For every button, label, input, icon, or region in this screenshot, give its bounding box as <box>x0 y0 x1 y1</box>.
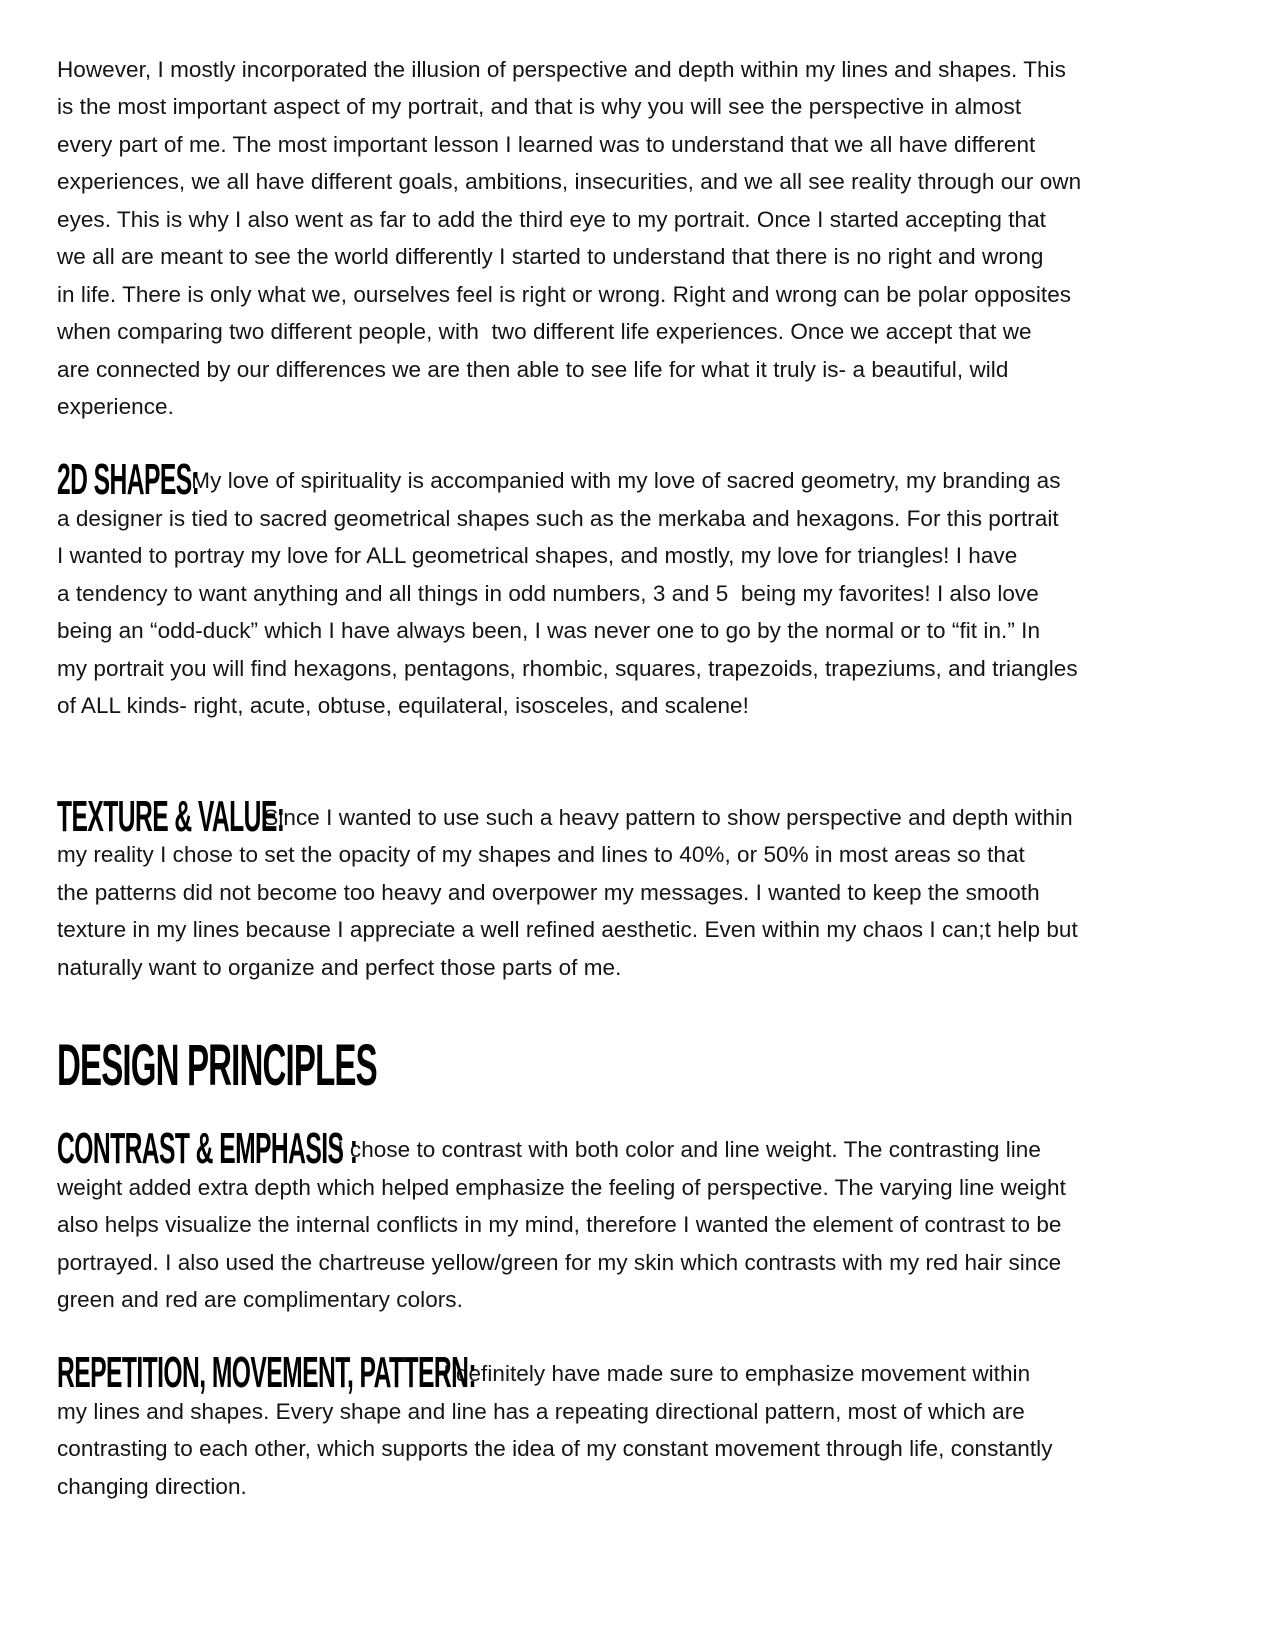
paragraph-line: texture in my lines because I appreciate a well refined aesthetic. Even within my chaos I can;t help but <box>57 917 1078 942</box>
design-principles-title: DESIGN PRINCIPLES <box>57 1033 377 1098</box>
section-first-line-text: Since I wanted to use such a heavy pattern to show perspective and depth within <box>257 805 1073 830</box>
section-heading: 2D SHAPES: <box>57 455 200 504</box>
section-heading-wrap <box>57 1348 476 1397</box>
paragraph-line: also helps visualize the internal conflicts in my mind, therefore I wanted the element of contrast to be <box>57 1212 1062 1237</box>
paragraph-line: is the most important aspect of my portrait, and that is why you will see the perspective in almost <box>57 94 1022 119</box>
section-first-line-text: I definitely have made sure to emphasize movement within <box>437 1361 1031 1386</box>
section-heading: REPETITION, MOVEMENT, PATTERN: <box>57 1348 476 1397</box>
paragraph-line: experience. <box>57 394 174 419</box>
section-first-line <box>57 1348 1031 1397</box>
paragraph-line: green and red are complimentary colors. <box>57 1287 463 1312</box>
paragraph-line: being an “odd-duck” which I have always been, I was never one to go by the normal or to “fit in.” In <box>57 618 1041 643</box>
paragraph-line: portrayed. I also used the chartreuse yellow/green for my skin which contrasts with my red hair since <box>57 1250 1062 1275</box>
paragraph-line: a designer is tied to sacred geometrical shapes such as the merkaba and hexagons. For this portrait <box>57 506 1059 531</box>
paragraph-line: experiences, we all have different goals, ambitions, insecurities, and we all see reality through our own <box>57 169 1082 194</box>
paragraph-line: contrasting to each other, which supports the idea of my constant movement through life, constantly <box>57 1436 1053 1461</box>
paragraph-line: changing direction. <box>57 1474 247 1499</box>
paragraph-line: I wanted to portray my love for ALL geometrical shapes, and mostly, my love for triangles! I have <box>57 543 1018 568</box>
paragraph-line: the patterns did not become too heavy and overpower my messages. I wanted to keep the smooth <box>57 880 1040 905</box>
paragraph-line: my portrait you will find hexagons, pentagons, rhombic, squares, trapezoids, trapeziums, and triangles <box>57 656 1078 681</box>
paragraph-line: we all are meant to see the world differently I started to understand that there is no right and wrong <box>57 244 1044 269</box>
paragraph-line: eyes. This is why I also went as far to add the third eye to my portrait. Once I started accepting that <box>57 207 1046 232</box>
section-heading: TEXTURE & VALUE: <box>57 792 285 841</box>
paragraph-line: of ALL kinds- right, acute, obtuse, equilateral, isosceles, and scalene! <box>57 693 749 718</box>
section-heading-wrap <box>57 455 200 504</box>
paragraph-line: every part of me. The most important lesson I learned was to understand that we all have different <box>57 132 1036 157</box>
section-first-line <box>57 792 1073 841</box>
paragraph-line: naturally want to organize and perfect those parts of me. <box>57 955 622 980</box>
paragraph-line: are connected by our differences we are then able to see life for what it truly is- a beautiful, wild <box>57 357 1009 382</box>
paragraph-line: weight added extra depth which helped emphasize the feeling of perspective. The varying line weight <box>57 1175 1066 1200</box>
section-first-line-text: My love of spirituality is accompanied with my love of sacred geometry, my branding as <box>185 468 1061 493</box>
paragraph-line: my reality I chose to set the opacity of my shapes and lines to 40%, or 50% in most areas so that <box>57 842 1025 867</box>
section-heading-wrap <box>57 792 285 841</box>
paragraph-line: my lines and shapes. Every shape and line has a repeating directional pattern, most of which are <box>57 1399 1025 1424</box>
paragraph-line: a tendency to want anything and all things in odd numbers, 3 and 5 being my favorites! I also love <box>57 581 1039 606</box>
paragraph-line: However, I mostly incorporated the illusion of perspective and depth within my lines and shapes. This <box>57 57 1066 82</box>
section-first-line-text: I chose to contrast with both color and line weight. The contrasting line <box>331 1137 1041 1162</box>
section-heading: CONTRAST & EMPHASIS : <box>57 1124 358 1173</box>
paragraph-line: in life. There is only what we, ourselves feel is right or wrong. Right and wrong can be polar opposites <box>57 282 1072 307</box>
paragraph-line: when comparing two different people, with two different life experiences. Once we accept that we <box>57 319 1032 344</box>
section-first-line <box>57 1124 1041 1173</box>
section-first-line <box>57 455 1061 504</box>
section-heading-wrap <box>57 1124 358 1173</box>
